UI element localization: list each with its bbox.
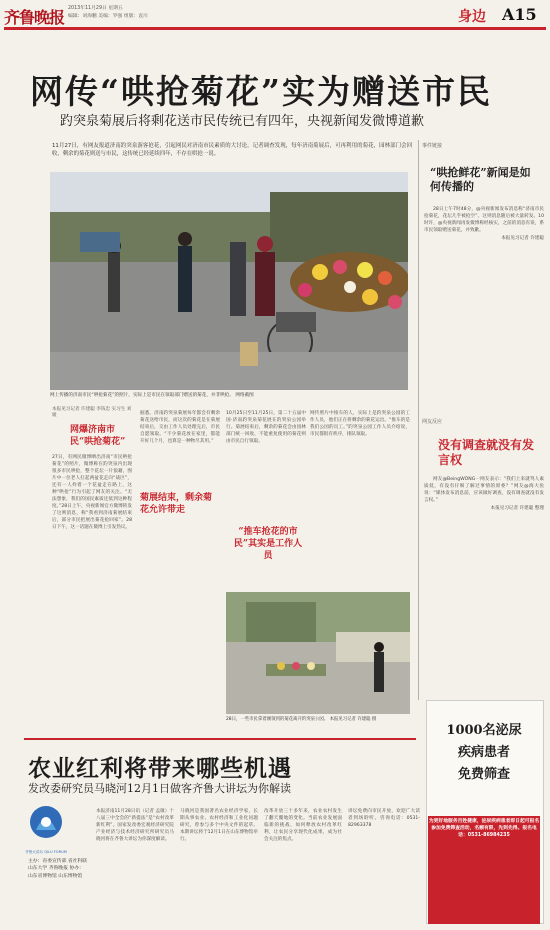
lower-column-2: 马晓河是我国著名农业经济学家，长期从事农业、农村经济和工业化问题研究，曾参与多个中央文件的起草。本期讲坛将于12月1日在山东博物馆举行。	[180, 809, 258, 842]
ad-title	[426, 720, 542, 786]
page-number: A15	[502, 5, 537, 24]
ad-line-3: 免费筛查	[457, 767, 510, 782]
main-headline: 网传“哄抢菊花”实为赠送市民	[30, 72, 492, 111]
lower-column-1: 本报济南11月28日讯（记者 孟敏）十八届三中全会的“新提法”是“农村改革新红利”。国家发改委宏观经济研究院产业经济与技术经济研究所研究员马晓河将在齐鲁大讲坛为你深度解读。	[96, 809, 174, 842]
news-photo-flowers	[50, 172, 408, 390]
section-name: 身边	[458, 9, 486, 25]
forum-logo-text: 齐鲁大讲坛 QILU FORUM	[25, 850, 67, 854]
lead-paragraph: 11月27日，有网友报道济南趵突泉游客抢花，引起网民对济南市民素质的大讨论。记者调查发现，每年济南菊展后，可再利用的菊花，园林部门会回收，剩余的菊花则送与市民，这传统已经延续四年，不存在哄抢一说。	[52, 143, 412, 157]
photo-illustration-park	[226, 592, 410, 714]
main-subheadline: 趵突泉菊展后将剩花送市民传统已有四年，央视新闻发微博道歉	[60, 114, 425, 129]
photo-illustration	[50, 172, 408, 390]
forum-logo-graphic	[28, 804, 64, 850]
article-column-1: 27日，有网民微博晒出济南“市民哄抢菊花”的照片，微博称在趵突泉内出现很多市民哄抢，整个花坛一片狼藉，图片中一位老人扛起两盆花走向“战区”，还有一人拎着一个花盆走在路上，这种“哄抢”行为引起了网友的关注。“无法想象，我们的国民素质还低到这种程度。”28日上午，央视新闻官方微博转发了这则消息，称“我看到济南菊展结束后，部分市民把展出菊花抢回家”。28日下午，这一话题在微博上引发热议。	[52, 455, 132, 530]
photo-caption: 网上传播的济南市民“哄抢菊花”的照片，实际上是市民在领取部门赠送的菊花，并非哄抢。 网络截图	[50, 393, 254, 398]
forum-logo-icon	[28, 804, 64, 850]
byline: 本报见习记者 许建聪 李钱忠 实习生 刘媛	[52, 407, 132, 418]
issue-date: 2013年11月29日 星期五	[68, 6, 123, 11]
column-divider	[418, 140, 419, 700]
side-body-2	[424, 476, 544, 662]
side-title-2: 没有调查就没有发言权	[438, 438, 535, 467]
ad-line-2: 疾病患者	[457, 745, 510, 760]
side-tag-1: 事件链接	[422, 143, 443, 149]
ad-line-1: 1000名泌尿	[446, 723, 522, 738]
article-column-2: 据悉，济南趵突泉菊展每年都会有剩余菊花送给市民，而这次的菊花是在菊展结束后，交由工作人员处理完后，市民自愿领取。“不少菊花放在家里，都能开好几个月，也算是一种物尽其用。”	[140, 411, 220, 444]
photo-caption-2: 28日，一些市民拿着刚领到的菊花离开趵突泉公园。 本报见习记者 许建聪 摄	[226, 717, 377, 722]
side-body-1	[424, 206, 544, 418]
lower-column-3: 改革开放三十多年来，农业农村发生了翻天覆地的变化。当前农业发展面临新的挑战，如何释放农村改革红利，让农民分享现代化成果，成为社会关注的焦点。	[264, 809, 342, 842]
news-photo-park	[226, 592, 410, 714]
ad-body: 为更好地服务百姓健康，泌尿疾病患者即日起可报名参加免费筛查活动，名额有限，先到先得。报名电话：0531-86984235	[428, 816, 540, 924]
article-column-4: 网传照片中推车的人，实际上是趵突泉公园的工作人员，他们正在将剩余的菊花运出。“推车的是我们公园的员工。”趵突泉公园工作人员介绍说，市民都很有秩序，排队领取。	[310, 411, 410, 437]
header-rule	[4, 27, 546, 30]
newspaper-logo: 齐鲁晚报	[4, 8, 65, 27]
editors-line: 编辑：刘海鹏 美编：罗强 组版：袁川	[68, 14, 148, 19]
organizers: 主办：省委宣传部 省社科联 山东大学 齐鲁晚报 协办：山东省博物馆 山东博物馆	[28, 859, 88, 879]
side-body-1-text: 28日上午7时48分，@央视新闻发布消息称“济南市民抢菊花，花坛几乎被抢空”。这则消息随后被大量转发。10时许，@央视新闻再发微博称经核实，之前的消息有误，系市民领取赠送菊花，并致歉。	[424, 207, 544, 233]
side-credit-1: 本报见习记者 许建聪	[501, 236, 544, 241]
lower-subheadline: 发改委研究员马晓河12月1日做客齐鲁大讲坛为你解读	[28, 782, 291, 795]
section-rule	[24, 738, 416, 740]
side-tag-2: 网友反应	[422, 419, 443, 425]
lower-headline: 农业红利将带来哪些机遇	[28, 755, 292, 782]
lower-column-4: 讲坛免费向市民开放，欢迎广大读者到场聆听。咨询电话：0531-82963378	[348, 809, 420, 828]
side-body-2-text: 网友@BeingWONG一网友表示：“我们上来就骂人素质低，有没有仔细了解过事情的原委？”网友@海大鱼说：“媒体发布消息前，应该做好调查，没有调查就没有发言权。”	[424, 477, 544, 503]
subheading-3: “推车抢花的市民”其实是工作人员	[233, 527, 303, 561]
article-column-3: 10月25日至11月25日，第二十五届中国·济南趵突泉菊花展在趵突泉公园举行。菊展结束后，剩余的菊花会由园林部门统一回收，不能重复使用的菊花则由市民自行领取。	[226, 411, 306, 444]
subheading-1: 网爆济南市民“哄抢菊花”	[70, 425, 126, 447]
subheading-2: 菊展结束，剩余菊花允许带走	[140, 493, 213, 515]
side-title-1: “哄抢鲜花”新闻是如何传播的	[430, 166, 531, 193]
side-credit-2: 本报见习记者 许建聪 整理	[490, 506, 544, 511]
